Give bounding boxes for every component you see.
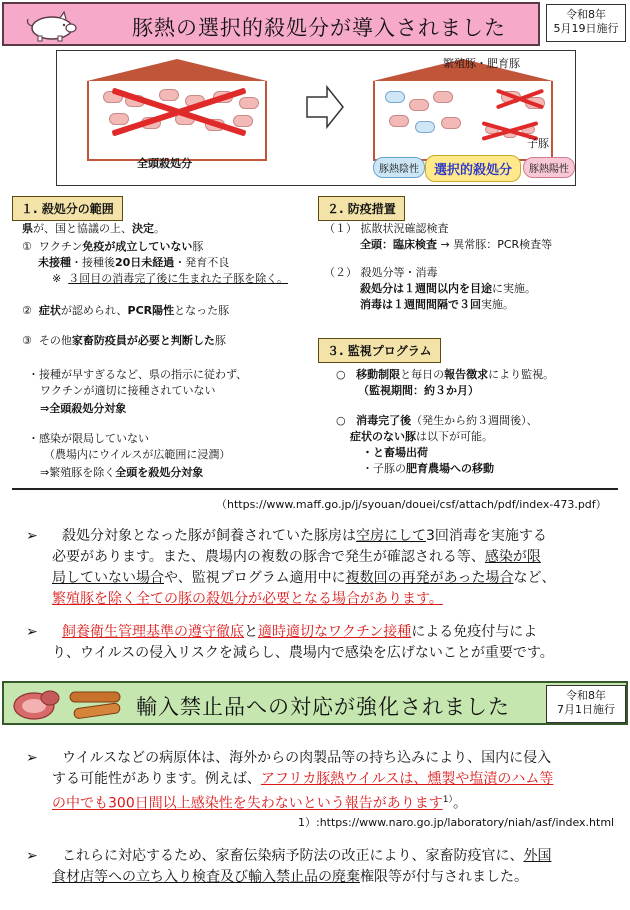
label-whole-herd-culling: 全頭殺処分 (137, 157, 192, 170)
section-header-control-measures: ２. 防疫措置 (318, 196, 405, 221)
barn-roof (87, 59, 267, 81)
section1-example1-line2: ワクチンが適切に接種されていない (40, 384, 216, 397)
section1-item1-detail: 未接種・接種後20日未経過・発育不良 (38, 256, 230, 269)
section1-item3: ③ その他家畜防疫員が必要と判断した豚 (22, 334, 226, 347)
paragraph2-line1: 飼養衛生管理基準の遵守徹底と適時適切なワクチン接種による免疫付与によ (62, 624, 538, 640)
section3-item2-sub2: ・子豚の肥育農場への移動 (362, 462, 494, 475)
banner-title: 輸入禁止品への対応が強化されました (136, 695, 510, 719)
bullet-arrow-icon: ➢ (26, 750, 38, 766)
barn-all-culled (87, 59, 267, 161)
section1-example2-line2: （農場内にウイルスが広範囲に浸潤） (44, 448, 231, 461)
barn-selective (373, 59, 553, 161)
section1-intro: 県が、国と協議の上、決定。 (22, 222, 165, 235)
paragraph3-line3: の中でも300日間以上感染性を失わないという報告があります$^{1)}$。 (52, 795, 467, 812)
date-year: 令和8年 (566, 8, 606, 21)
section2-item1-detail: 全頭：臨床検査 → 異常豚：PCR検査等 (360, 238, 553, 251)
section3-item1: ○ 移動制限と毎日の報告徴求により監視。 (336, 368, 555, 381)
paragraph1-line1: 殺処分対象となった豚が飼養されていた豚房は空房にして3回消毒を実施する (62, 528, 547, 544)
date-day: 7月1日施行 (557, 703, 615, 716)
paragraph2-line2: り、ウイルスの侵入リスクを減らし、農場内で感染を広げないことが重要です。 (52, 645, 554, 661)
banner-title: 豚熱の選択的殺処分が導入されました (132, 16, 506, 40)
badge-csf-negative: 豚熱陰性 (373, 157, 425, 178)
bullet-arrow-icon: ➢ (26, 528, 38, 544)
section2-item2-line1: 殺処分は１週間以内を目途に実施。 (360, 282, 536, 295)
source-link-naro[interactable]: 1）:https://www.naro.go.jp/laboratory/niah/asf/index.html (298, 816, 615, 829)
section-header-culling-scope: １. 殺処分の範囲 (12, 196, 123, 221)
badge-selective-culling: 選択的殺処分 (425, 155, 521, 182)
ham-icon (12, 686, 62, 722)
section3-item2-sub1: ・と畜場出荷 (362, 446, 428, 459)
date-year: 令和8年 (566, 689, 606, 702)
label-piglet: 子豚 (527, 137, 549, 150)
section1-example2-result: ⇒繁殖豚を除く全頭を殺処分対象 (40, 466, 204, 479)
bullet-arrow-icon: ➢ (26, 848, 38, 864)
effective-date-box (546, 4, 626, 42)
section1-example2-line1: ・感染が限局していない (28, 432, 149, 445)
effective-date-box (546, 685, 626, 723)
section2-item2: （２） 殺処分等・消毒 (324, 266, 438, 279)
paragraph3-line2: する可能性があります。例えば、アフリカ豚熱ウイルスは、燻製や塩漬のハム等 (52, 771, 554, 787)
divider (12, 488, 618, 490)
barn-wall (373, 81, 553, 161)
paragraph1-line2: 必要があります。また、農場内の複数の豚舎で発生が確認される等、感染が限 (52, 549, 541, 565)
badge-csf-positive: 豚熱陽性 (523, 157, 575, 178)
culling-illustration (56, 50, 576, 186)
right-arrow-icon (305, 85, 345, 129)
paragraph3-line1: ウイルスなどの病原体は、海外からの肉製品等の持ち込みにより、国内に侵入 (62, 750, 552, 766)
source-link-maff[interactable]: （https://www.maff.go.jp/j/syouan/douei/csf/attach/pdf/index-473.pdf） (216, 498, 607, 511)
barn-wall (87, 81, 267, 161)
section1-example1-result: ⇒全頭殺処分対象 (40, 402, 127, 415)
header-banner-csf (2, 2, 540, 46)
section1-item1-note: ※ ３回目の消毒完了後に生まれた子豚を除く。 (52, 272, 288, 285)
section3-item2: ○ 消毒完了後（発生から約３週間後）、 (336, 414, 538, 427)
label-breeding-fattening: 繁殖豚・肥育豚 (443, 57, 520, 70)
date-day: 5月19日施行 (553, 22, 619, 35)
section1-item2: ② 症状が認められ、PCR陽性となった豚 (22, 304, 230, 317)
paragraph1-line3: 局していない場合や、監視プログラム適用中に複数回の再発があった場合など、 (52, 570, 556, 586)
paragraph4-line1: これらに対応するため、家畜伝染病予防法の改正により、家畜防疫官に、外国 (62, 848, 552, 864)
bullet-arrow-icon: ➢ (26, 624, 38, 640)
section2-item2-line2: 消毒は１週間間隔で３回実施。 (360, 298, 514, 311)
sausage-icon (66, 686, 126, 722)
section1-example1-line1: ・接種が早すぎるなど、県の指示に従わず、 (28, 368, 248, 381)
section2-item1: （１） 拡散状況確認検査 (324, 222, 449, 235)
section3-item2-line2: 症状のない豚は以下が可能。 (350, 430, 493, 443)
section3-item1-period: （監視期間：約３か月） (358, 384, 479, 397)
section-header-surveillance: ３. 監視プログラム (318, 338, 441, 363)
pig-icon (24, 10, 80, 42)
paragraph1-line4: 繁殖豚を除く全ての豚の殺処分が必要となる場合があります。 (52, 591, 443, 607)
paragraph4-line2: 食材店等への立ち入り検査及び輸入禁止品の廃棄権限等が付与されました。 (52, 869, 528, 885)
section1-item1: ① ワクチン免疫が成立していない豚 (22, 240, 204, 253)
